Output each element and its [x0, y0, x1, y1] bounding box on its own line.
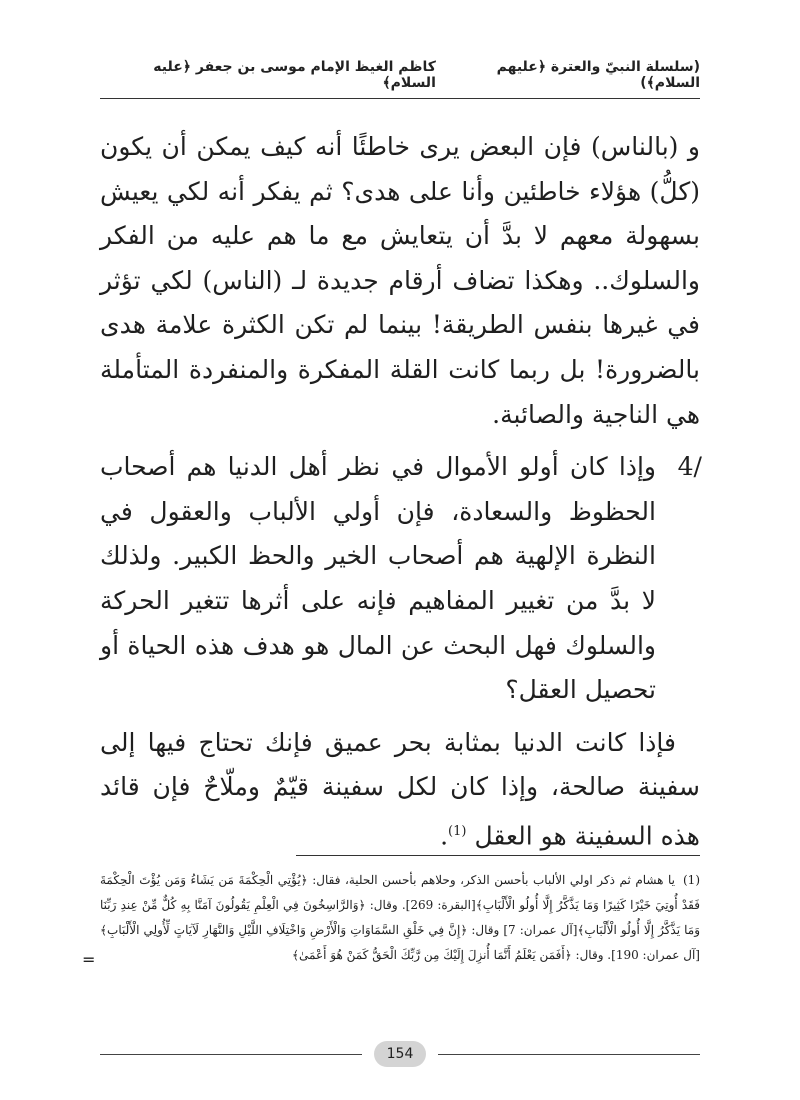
- footnote-text: يا هشام ثم ذكر اولي الألباب بأحسن الذكر، وحلاهم بأحسن الحلية، فقال: ﴿يُؤْتِي الْحِكْمَةَ مَن يَشَاءُ وَمَن يُؤْتَ الْحِكْمَةَ فَقَدْ أُوتِيَ خَيْرًا كَثِيرًا وَمَا يَذَّكَّرُ إِلَّا أُولُو الْأَلْبَابِ﴾[البقرة: 269]. وقال: ﴿وَالرَّاسِخُونَ فِي الْعِلْمِ يَقُولُونَ آمَنَّا بِهِ كُلٌّ مِّنْ عِندِ رَبِّنَا وَمَا يَذَّكَّرُ إِلَّا أُولُو الْأَلْبَابِ﴾[آل عمران: 7] وقال: ﴿إِنَّ فِي خَلْقِ السَّمَاوَاتِ وَالْأَرْضِ وَاخْتِلَافِ اللَّيْلِ وَالنَّهَارِ لَآيَاتٍ لِّأُولِي الْأَلْبَابِ﴾[آل عمران: 190]. وقال: ﴿أَفَمَن يَعْلَمُ أَنَّمَا أُنزِلَ إِلَيْكَ مِن رَّبِّكَ الْحَقُّ كَمَنْ هُوَ أَعْمَىٰ﴾: [100, 873, 700, 962]
- paragraph-3: [100, 721, 700, 859]
- list-item-4: [100, 445, 700, 713]
- footnote-divider: [296, 855, 700, 856]
- footer-rule-left: [100, 1054, 362, 1055]
- book-title: كاظم الغيظ الإمام موسى بن جعفر ﴿عليه السلام﴾: [153, 59, 436, 91]
- paragraph-3-end: .: [440, 821, 449, 851]
- list-item-number: 4/: [677, 452, 702, 482]
- page-number: 154: [374, 1041, 426, 1067]
- list-item-text: وإذا كان أولو الأموال في نظر أهل الدنيا هم أصحاب الحظوظ والسعادة، فإن أولي الألباب والعقول في النظرة الإلهية هم أصحاب الخير والحظ الكبير. ولذلك لا بدَّ من تغيير المفاهيم فإنه على أثرها تتغير الحركة والسلوك فهل البحث عن المال هو هدف هذه الحياة أو تحصيل العقل؟: [100, 452, 656, 705]
- footer-rule-right: [438, 1054, 700, 1055]
- footnote-1: [100, 868, 700, 968]
- page-footer: [100, 1040, 700, 1070]
- footnote-number: (1): [682, 873, 700, 887]
- footnote-reference[interactable]: (1): [448, 823, 467, 839]
- paragraph-1: و (بالناس) فإن البعض يرى خاطئًا أنه كيف يمكن أن يكون (كلُّ) هؤلاء خاطئين وأنا على هدى؟ ثم يفكر أنه لكي يعيش بسهولة معهم لا بدَّ أن يتعايش مع ما هم عليه من الفكر والسلوك.. وهكذا تضاف أرقام جديدة لـ (الناس) لكي تؤثر في غيرها بنفس الطريقة! بينما لم تكن الكثرة علامة هدى بالضرورة! بل ربما كانت القلة المفكرة والمنفردة المتأملة هي الناجية والصائبة.: [100, 132, 700, 429]
- series-title: (سلسلة النبيّ والعترة ﴿عليهم السلام﴾): [496, 59, 700, 91]
- continuation-mark: =: [82, 950, 96, 969]
- main-text: [100, 125, 700, 859]
- header-divider: [100, 98, 700, 99]
- running-header: [100, 55, 700, 95]
- paragraph-3-text: فإذا كانت الدنيا بمثابة بحر عميق فإنك تحتاج فيها إلى سفينة صالحة، وإذا كان لكل سفينة قيّمٌ وملّاحٌ فإن قائد هذه السفينة هو العقل: [100, 727, 700, 851]
